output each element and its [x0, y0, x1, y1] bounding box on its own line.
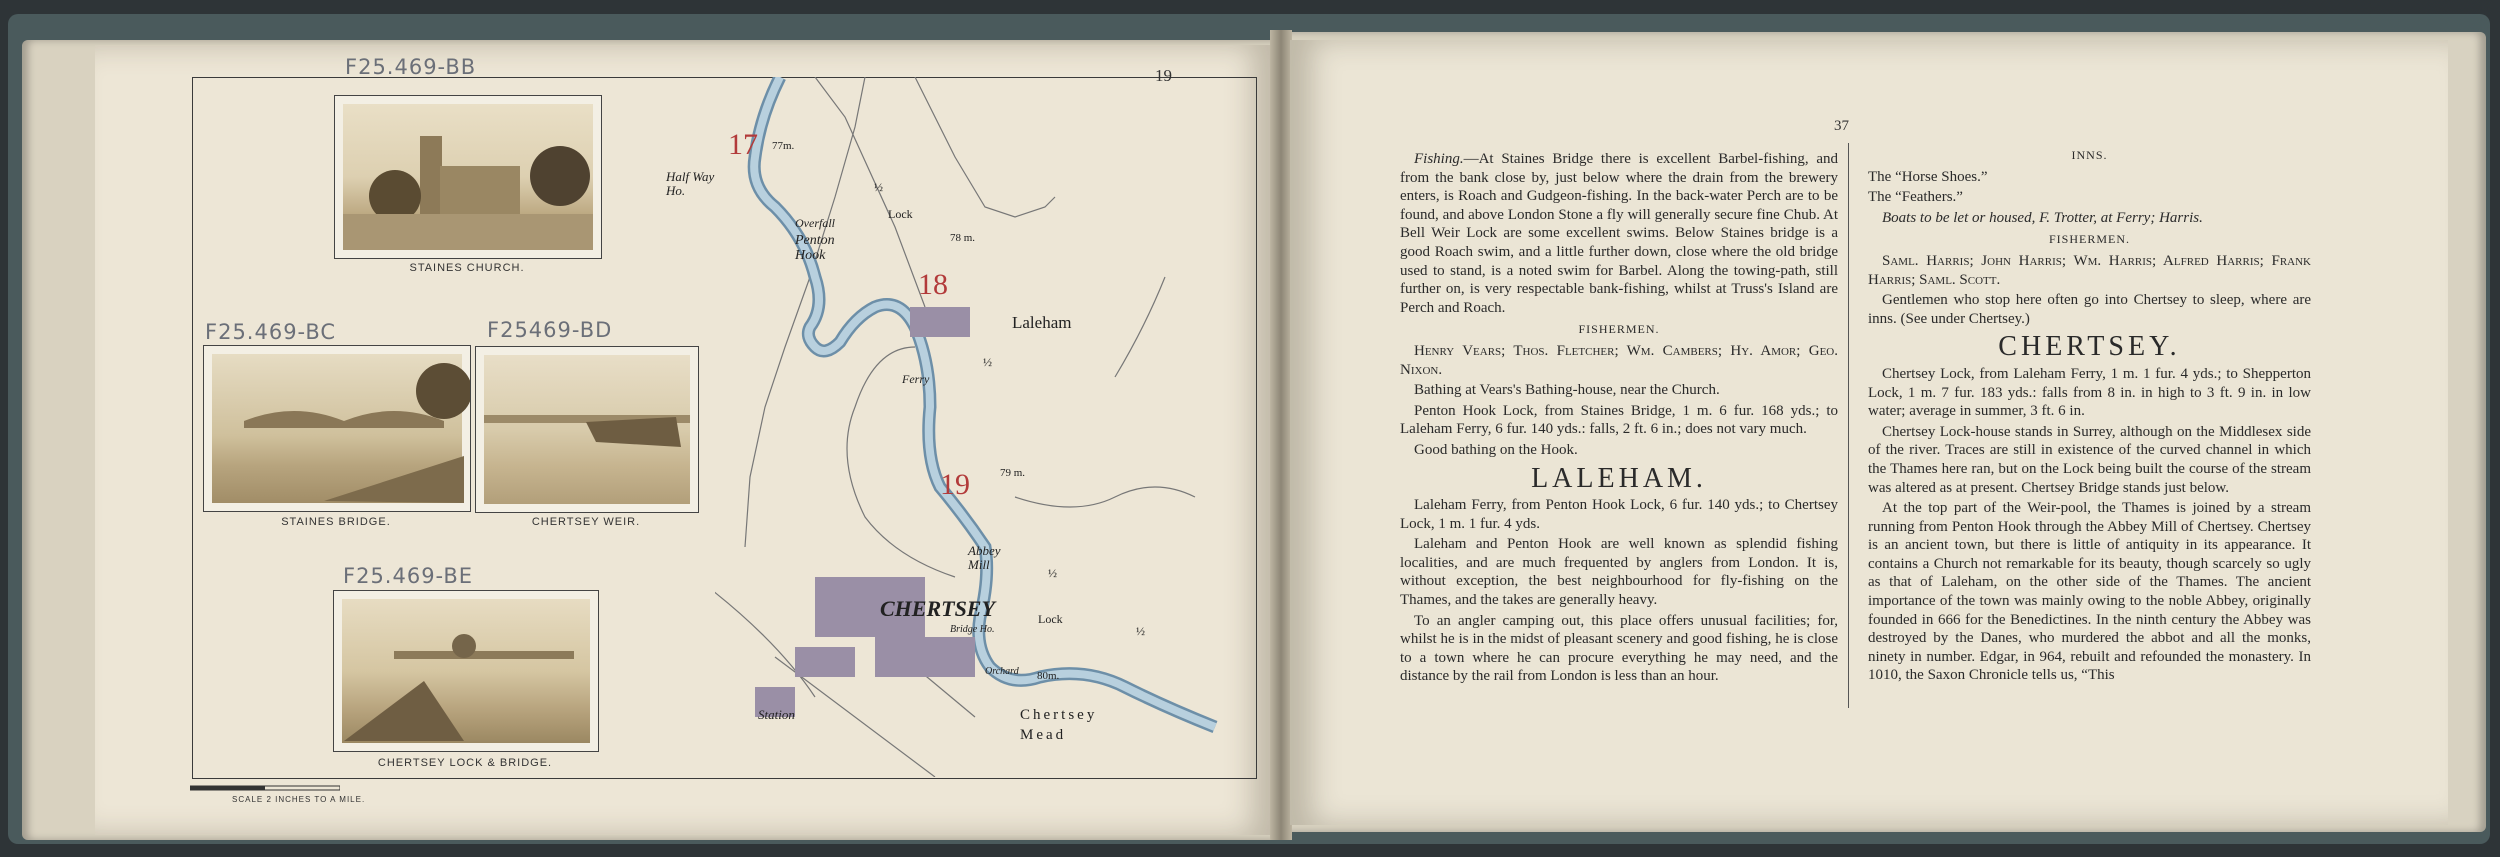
map-label-chertsey: CHERTSEY — [880, 596, 995, 621]
fishing-lead: Fishing. — [1414, 151, 1464, 167]
photo-chertsey-weir — [475, 346, 699, 513]
chertsey-lock-paragraph: Chertsey Lock, from Laleham Ferry, 1 m. 1 fur. 4 yds.; to Shepperton Lock, 1 m. 7 fur. 183 yds.: falls from 8 in. in high to 3 ft. 9 in. in low water; average in summer, 3 ft. 6 in. — [1868, 365, 2311, 420]
map-label-half-way: Half Way Ho. — [666, 169, 715, 198]
book-gutter — [1270, 30, 1292, 840]
inn-entry: The “Horse Shoes.” — [1868, 168, 1988, 185]
river-map — [715, 77, 1235, 777]
map-label-abbey-mill: Abbey Mill — [968, 543, 1001, 572]
red-mark: 17 — [728, 128, 758, 161]
photo-staines-church — [334, 95, 602, 259]
map-label-penton-hook: Penton Hook — [795, 233, 835, 263]
bathing-paragraph: Bathing at Vears's Bathing-house, near the Church. — [1414, 382, 1720, 399]
fishermen-list: Saml. Harris; John Harris; Wm. Harris; Alfred Harris; Frank Harris; Saml. Scott. — [1868, 252, 2311, 288]
fishing-paragraph: —At Staines Bridge there is excellent Barbel-fishing, and from the bank close by, just below where the drain from the brewery enters, is Roach and Gudgeon-fishing. In the back-water Perch are to be found, and above London Stone a fly will generally secure fine Chub. At Bell Weir Lock are some excellent swims. Below Staines bridge is a good Roach swim, and a little further down, close where the old bridge used to stand, is a noted swim for Barbel. Along the towing-path, still further on, is very respectable bank-fishing, whilst at Truss's Island are Perch and Roach. — [1400, 151, 1838, 316]
map-label-80m: 80m. — [1037, 670, 1060, 682]
pencil-note: F25.469-BE — [343, 564, 474, 588]
map-label-lock-2: Lock — [1038, 612, 1063, 626]
map-label-bridge-ho: Bridge Ho. — [950, 624, 995, 635]
map-label-half: ½ — [874, 180, 883, 194]
map-label-orchard: Orchard — [985, 666, 1019, 677]
red-mark: 19 — [940, 468, 970, 501]
caption-staines-church: STAINES CHURCH. — [409, 262, 525, 274]
weir-pool-paragraph: At the top part of the Weir-pool, the Thames is joined by a stream running from Penton Hook through the Abbey Mill of Chertsey. Chertsey is an ancient town, but there is little of antiquity in its appearance. It contains a Church not remarkable for its beauty, though scarcely so ugly as that of Laleham, on the other side of the Thames. The ancient importance of the town was mainly owing to the noble Abbey, originally founded in 666 for the Benedictines. In the ninth century the Abbey was destroyed by the Danes, who murdered the abbot and all the monks, ninety in number. Edgar, in 964, rebuilt and refounded the monastery. In 1010, the Saxon Chronicle tells us, “This — [1868, 500, 2311, 684]
scale-label: SCALE 2 INCHES TO A MILE. — [232, 795, 366, 804]
fishermen-heading: FISHERMEN. — [1578, 322, 1660, 337]
map-label-chertsey-mead: Chertsey Mead — [1020, 707, 1098, 743]
bridge-illustration — [204, 346, 470, 511]
column-rule — [1848, 143, 1849, 708]
inns-heading: INNS. — [2071, 148, 2108, 162]
page-number-left: 19 — [1155, 66, 1172, 85]
gentlemen-paragraph: Gentlemen who stop here often go into Chertsey to sleep, where are inns. (See under Chertsey.) — [1868, 292, 2311, 327]
fishermen-list: Henry Vears; Thos. Fletcher; Wm. Cambers; Hy. Amor; Geo. Nixon. — [1400, 342, 1838, 378]
angler-paragraph: To an angler camping out, this place offers unusual facilities; for, whilst he is in the midst of pleasant scenery and good fishing, he is close to a town where he can procure everything he may need, and the distance by the rail from London is less than an hour. — [1400, 612, 1838, 685]
map-label-overfall: Overfall — [795, 216, 835, 230]
map-label-half: ½ — [1048, 566, 1057, 580]
photo-chertsey-lock-bridge — [333, 590, 599, 752]
map-label-lock: Lock — [888, 207, 913, 221]
laleham-ferry-paragraph: Laleham Ferry, from Penton Hook Lock, 6 fur. 140 yds.; to Chertsey Lock, 1 m. 1 fur. 4 yds. — [1400, 497, 1838, 532]
map-label-half: ½ — [1136, 624, 1145, 638]
text-column-right — [1868, 143, 2311, 687]
text-column-left — [1400, 150, 1838, 688]
scale-bar — [190, 784, 340, 794]
lock-illustration — [334, 591, 598, 751]
church-illustration — [335, 96, 601, 258]
lock-house-paragraph: Chertsey Lock-house stands in Surrey, although on the Middlesex side of the river. Traces are still in existence of the curved channel in which the Thames here ran, but on the Lock being built the course of the stream was altered as at present. Chertsey Bridge stands just below. — [1868, 423, 2311, 496]
map-label-ferry: Ferry — [902, 372, 930, 386]
caption-chertsey-lock-bridge: CHERTSEY LOCK & BRIDGE. — [377, 757, 553, 769]
weir-illustration — [476, 347, 698, 512]
pencil-note: F25.469-BB — [345, 55, 477, 79]
map-label-78m: 78 m. — [950, 232, 976, 244]
caption-staines-bridge: STAINES BRIDGE. — [281, 516, 391, 528]
laleham-paragraph: Laleham and Penton Hook are well known as splendid fishing localities, and are much frequented by anglers from London. It is, without exception, the best neighbourhood for fly-fishing on the Thames, and the takes are generally heavy. — [1400, 536, 1838, 609]
pencil-note: F25469-BD — [487, 318, 613, 342]
map-label-77m: 77m. — [772, 140, 795, 152]
photo-staines-bridge — [203, 345, 471, 512]
boats-paragraph: Boats to be let or housed, F. Trotter, at Ferry; Harris. — [1882, 209, 2203, 226]
good-bathing-paragraph: Good bathing on the Hook. — [1414, 441, 1578, 458]
town-blocks — [755, 307, 975, 717]
map-label-half: ½ — [983, 355, 992, 369]
map-label-79m: 79 m. — [1000, 467, 1026, 479]
inn-entry: The “Feathers.” — [1868, 189, 1963, 206]
map-label-station: Station — [758, 707, 795, 722]
fishermen-heading: FISHERMEN. — [2048, 232, 2130, 247]
page-number-right: 37 — [1834, 118, 1849, 134]
map-label-laleham: Laleham — [1012, 313, 1072, 332]
caption-chertsey-weir: CHERTSEY WEIR. — [531, 516, 641, 528]
red-mark: 18 — [918, 268, 948, 301]
laleham-heading: LALEHAM. — [1531, 462, 1707, 494]
chertsey-heading: CHERTSEY. — [1998, 331, 2181, 363]
penton-lock-paragraph: Penton Hook Lock, from Staines Bridge, 1 m. 6 fur. 168 yds.; to Laleham Ferry, 6 fur. 140 yds.: falls, 2 ft. 6 in.; does not vary much. — [1400, 402, 1838, 438]
pencil-note: F25.469-BC — [205, 320, 337, 344]
